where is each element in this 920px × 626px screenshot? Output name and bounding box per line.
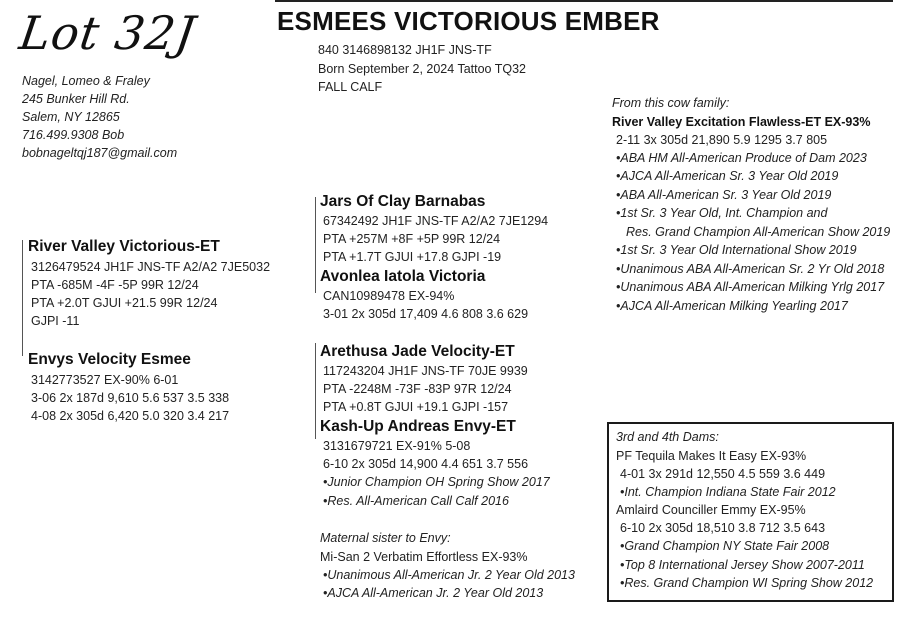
sire-sire-block: [320, 193, 548, 266]
birth-line: Born September 2, 2024 Tattoo TQ32: [318, 61, 527, 76]
dam-dam-note: •Res. All-American Call Calf 2016: [323, 493, 509, 508]
cow-family-label: From this cow family:: [612, 96, 730, 110]
cow-family-note: Res. Grand Champion All-American Show 2019: [626, 224, 891, 239]
owner-block: [22, 72, 177, 162]
dam-dam-name: Kash-Up Andreas Envy-ET: [320, 418, 516, 435]
maternal-sister-note: •AJCA All-American Jr. 2 Year Old 2013: [323, 586, 544, 600]
cow-family-note: •AJCA All-American Milking Yearling 2017: [616, 298, 848, 313]
sire-sire-line: 67342492 JH1F JNS-TF A2/A2 7JE1294: [323, 214, 549, 228]
owner-street: 245 Bunker Hill Rd.: [22, 92, 130, 106]
sire-line: PTA +2.0T GJUI +21.5 99R 12/24: [31, 296, 218, 310]
sire-sire-bracket: [315, 197, 316, 293]
cow-family-record: 2-11 3x 305d 21,890 5.9 1295 3.7 805: [616, 132, 828, 147]
sire-line: PTA -685M -4F -5P 99R 12/24: [31, 278, 199, 292]
dam-sire-line: PTA -2248M -73F -83P 97R 12/24: [323, 382, 512, 396]
dam-sire-bracket: [315, 343, 316, 439]
dam-name: Envys Velocity Esmee: [28, 351, 191, 368]
sire-dam-name: Avonlea Iatola Victoria: [320, 268, 486, 285]
third-fourth-dams-box: [607, 422, 894, 602]
class-line: FALL CALF: [318, 80, 383, 94]
dam-block: [28, 351, 229, 425]
fourth-dam-name: Amlaird Counciller Emmy EX-95%: [616, 503, 806, 517]
sire-block: [28, 238, 270, 330]
fourth-dam-note: •Grand Champion NY State Fair 2008: [620, 539, 830, 553]
dam-line: 3142773527 EX-90% 6-01: [31, 373, 179, 387]
sire-line: 3126479524 JH1F JNS-TF A2/A2 7JE5032: [31, 260, 271, 274]
maternal-sister-block: [320, 529, 575, 603]
cow-family-note: •ABA All-American Sr. 3 Year Old 2019: [616, 187, 832, 202]
dam-dam-line: 6-10 2x 305d 14,900 4.4 651 3.7 556: [323, 457, 529, 471]
sire-sire-name: Jars Of Clay Barnabas: [320, 193, 486, 210]
cow-family-note: •ABA HM All-American Produce of Dam 2023: [616, 150, 867, 165]
dam-dam-block: [320, 418, 550, 510]
sire-dam-line: 3-01 2x 305d 17,409 4.6 808 3.6 629: [323, 307, 529, 321]
sire-dam-line: CAN10989478 EX-94%: [323, 289, 455, 303]
registration-line: 840 3146898132 JH1F JNS-TF: [318, 43, 492, 57]
dam-sire-line: PTA +0.8T GJUI +19.1 GJPI -157: [323, 400, 509, 414]
sire-dam-block: [320, 268, 528, 323]
dam-dam-line: 3131679721 EX-91% 5-08: [323, 439, 471, 453]
maternal-sister-name: Mi-San 2 Verbatim Effortless EX-93%: [320, 549, 528, 564]
animal-name-title: ESMEES VICTORIOUS EMBER: [277, 6, 660, 36]
third-dam-name: PF Tequila Makes It Easy EX-93%: [616, 448, 807, 463]
sire-name: River Valley Victorious-ET: [28, 238, 220, 255]
maternal-sister-label: Maternal sister to Envy:: [320, 531, 451, 545]
cow-family-name: River Valley Excitation Flawless-ET EX-93%: [612, 114, 871, 129]
animal-info: [318, 41, 526, 97]
dam-dam-note: •Junior Champion OH Spring Show 2017: [323, 475, 550, 489]
owner-phone: 716.499.9308 Bob: [22, 128, 125, 142]
cow-family-note: •1st Sr. 3 Year Old, Int. Champion and: [616, 206, 828, 220]
dam-line: 3-06 2x 187d 9,610 5.6 537 3.5 338: [31, 391, 230, 405]
lot-number: Lot 32J: [16, 6, 200, 60]
sire-line: GJPI -11: [31, 314, 80, 328]
sire-bracket: [22, 240, 23, 356]
sire-sire-line: PTA +257M +8F +5P 99R 12/24: [323, 232, 501, 246]
cow-family-block: [612, 94, 890, 315]
dam-sire-name: Arethusa Jade Velocity-ET: [320, 343, 515, 360]
sire-sire-line: PTA +1.7T GJUI +17.8 GJPI -19: [323, 250, 502, 264]
maternal-sister-note: •Unanimous All-American Jr. 2 Year Old 2013: [323, 567, 575, 582]
owner-name: Nagel, Lomeo & Fraley: [22, 74, 150, 88]
cow-family-note: •AJCA All-American Sr. 3 Year Old 2019: [616, 169, 839, 183]
top-rule: [275, 0, 893, 2]
fourth-dam-note: •Res. Grand Champion WI Spring Show 2012: [620, 576, 874, 590]
cow-family-note: •Unanimous ABA All-American Sr. 2 Yr Old 2018: [616, 261, 885, 276]
dam-line: 4-08 2x 305d 6,420 5.0 320 3.4 217: [31, 409, 230, 423]
dams-box-label: 3rd and 4th Dams:: [616, 430, 719, 444]
owner-city: Salem, NY 12865: [22, 110, 120, 124]
third-dam-record: 4-01 3x 291d 12,550 4.5 559 3.6 449: [620, 466, 826, 481]
fourth-dam-note: •Top 8 International Jersey Show 2007-2011: [620, 557, 865, 572]
third-dam-note: •Int. Champion Indiana State Fair 2012: [620, 484, 836, 499]
dam-sire-line: 117243204 JH1F JNS-TF 70JE 9939: [323, 364, 528, 378]
dam-sire-block: [320, 343, 528, 416]
fourth-dam-record: 6-10 2x 305d 18,510 3.8 712 3.5 643: [620, 521, 826, 535]
owner-email: bobnageltqj187@gmail.com: [22, 146, 178, 160]
cow-family-note: •Unanimous ABA All-American Milking Yrlg 2017: [616, 280, 885, 294]
cow-family-note: •1st Sr. 3 Year Old International Show 2019: [616, 243, 857, 257]
